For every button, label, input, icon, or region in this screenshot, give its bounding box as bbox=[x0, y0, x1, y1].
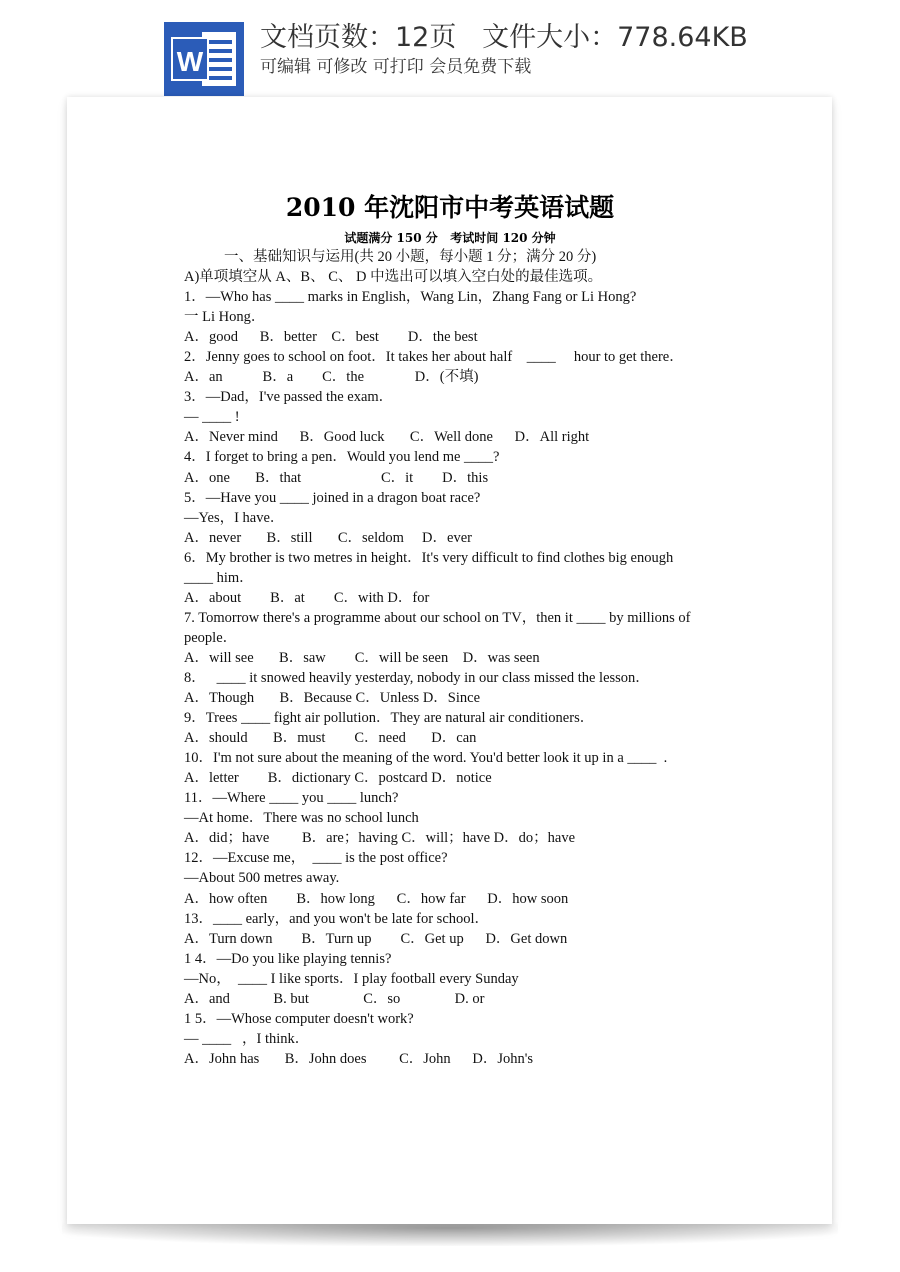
exam-line: 1．—Who has ____ marks in English，Wang Lin，Zhang Fang or Li Hong? bbox=[184, 289, 637, 306]
document-perks-text: 可编辑 可修改 可打印 会员免费下载 bbox=[260, 57, 532, 77]
exam-line: 6．My brother is two metres in height．It's very difficult to find clothes big enough bbox=[184, 549, 674, 566]
exam-line: —No， ____ I like sports．I play football every Sunday bbox=[184, 970, 519, 987]
exam-line: 7. Tomorrow there's a programme about our school on TV，then it ____ by millions of bbox=[184, 609, 691, 626]
exam-line: 一 Li Hong． bbox=[184, 309, 266, 326]
exam-line: A．good B．better C．best D．the best bbox=[184, 329, 478, 346]
exam-line: —At home．There was no school lunch bbox=[184, 810, 419, 827]
exam-line: 4．I forget to bring a pen．Would you lend me ____? bbox=[184, 449, 500, 466]
exam-line: A．letter B．dictionary C．postcard D．notice bbox=[184, 770, 492, 787]
exam-line: —Yes，I have． bbox=[184, 509, 285, 526]
exam-line: — ____ ! bbox=[184, 409, 240, 426]
exam-line: A．about B．at C．with D．for bbox=[184, 589, 430, 606]
exam-line: 9．Trees ____ fight air pollution．They are natural air conditioners． bbox=[184, 710, 595, 727]
exam-line: 13．____ early，and you won't be late for school． bbox=[184, 910, 490, 927]
exam-line: 2．Jenny goes to school on foot．It takes her about half ____ hour to get there． bbox=[184, 349, 684, 366]
exam-line: A．how often B．how long C．how far D．how soon bbox=[184, 890, 569, 907]
exam-line: A．an B．a C．the D．(不填) bbox=[184, 369, 479, 386]
exam-line: — ____ ，I think． bbox=[184, 1030, 310, 1047]
exam-line: —About 500 metres away. bbox=[184, 870, 340, 887]
section-heading: 一、基础知识与运用(共 20 小题，每小题 1 分；满分 20 分) bbox=[224, 249, 597, 265]
exam-line: A．should B．must C．need D．can bbox=[184, 730, 477, 747]
exam-title: 2010 年沈阳市中考英语试题 bbox=[285, 193, 615, 222]
exam-line: A．and B. but C．so D. or bbox=[184, 990, 485, 1007]
exam-line: A)单项填空从 A、B、 C、 D 中选出可以填入空白处的最佳选项。 bbox=[184, 269, 603, 286]
exam-line: A．one B．that C．it D．this bbox=[184, 469, 489, 486]
document-page-count-and-size: 文档页数：12页 文件大小：778.64KB bbox=[260, 22, 748, 53]
exam-line: 1 5．—Whose computer doesn't work? bbox=[184, 1010, 414, 1027]
exam-line: A．never B．still C．seldom D．ever bbox=[184, 529, 472, 546]
exam-line: ____ him． bbox=[184, 569, 254, 586]
exam-line: 10．I'm not sure about the meaning of the word. You'd better look it up in a ____ . bbox=[184, 750, 668, 767]
exam-line: 12．—Excuse me， ____ is the post office? bbox=[184, 850, 448, 867]
exam-line: 5．—Have you ____ joined in a dragon boat race? bbox=[184, 489, 481, 506]
exam-line: people． bbox=[184, 629, 238, 646]
word-document-icon bbox=[164, 22, 244, 96]
exam-line: A．will see B．saw C．will be seen D．was seen bbox=[184, 649, 540, 666]
exam-line: 8． ____ it snowed heavily yesterday, nobody in our class missed the lesson． bbox=[184, 669, 650, 686]
exam-line: A．Turn down B．Turn up C．Get up D．Get down bbox=[184, 930, 568, 947]
exam-line: 3．—Dad，I've passed the exam． bbox=[184, 389, 394, 406]
exam-line: A．did；have B．are；having C．will；have D．do；have bbox=[184, 830, 576, 847]
document-info-banner bbox=[0, 0, 900, 100]
exam-line: 1 4．—Do you like playing tennis? bbox=[184, 950, 392, 967]
word-icon-letter: W bbox=[176, 46, 204, 77]
exam-body bbox=[184, 247, 744, 1069]
exam-subtitle: 试题满分 150 分 考试时间 120 分钟 bbox=[344, 231, 556, 245]
exam-line: A．Though B．Because C．Unless D．Since bbox=[184, 690, 481, 707]
exam-line: 11．—Where ____ you ____ lunch? bbox=[184, 790, 399, 807]
exam-line: A．John has B．John does C．John D．John's bbox=[184, 1050, 534, 1067]
exam-line: A．Never mind B．Good luck C．Well done D．All right bbox=[184, 429, 590, 446]
